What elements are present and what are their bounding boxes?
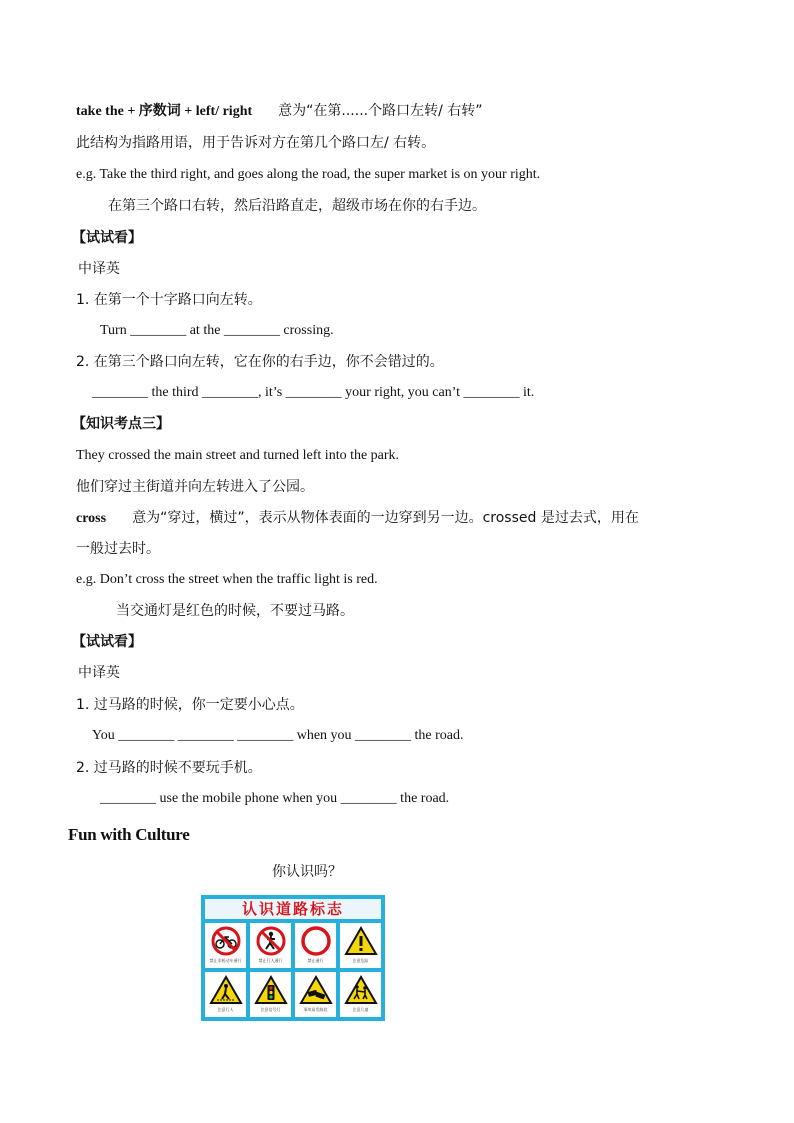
- question-2-en: ________ the third ________, it’s ________ your right, you can’t ________ it.: [92, 385, 535, 400]
- traffic-light-icon: [254, 975, 288, 1005]
- practice-heading: 【试试看】: [72, 634, 142, 650]
- formula-meaning: 意为“在第......个路口左转/ 右转”: [278, 103, 483, 119]
- example-en: e.g. Take the third right, and goes along the road, the super market is on your right.: [76, 167, 541, 182]
- sign-cell: [250, 972, 291, 1017]
- sign-label: 注意行人: [217, 1007, 234, 1012]
- knowledge-example-en: e.g. Don’t cross the street when the traffic light is red.: [76, 572, 378, 587]
- sign-cell: [340, 923, 381, 968]
- sign-cell: [340, 972, 381, 1017]
- question-2-cn: 2. 在第三个路口向左转，它在你的右手边，你不会错过的。: [76, 354, 444, 370]
- sign-cell: [295, 923, 336, 968]
- word-line: [76, 508, 639, 529]
- formula-line: [76, 101, 483, 122]
- culture-question: 你认识吗？: [272, 864, 342, 880]
- accident-prone-icon: [299, 975, 333, 1005]
- sign-label: 注意信号灯: [260, 1007, 281, 1012]
- no-entry-icon: [299, 926, 333, 956]
- no-bicycle-icon: [209, 926, 243, 956]
- example-cn: 在第三个路口右转，然后沿路直走，超级市场在你的右手边。: [108, 198, 486, 214]
- question-2-en: ________ use the mobile phone when you ________ the road.: [100, 791, 450, 806]
- sign-cell: [295, 972, 336, 1017]
- sign-label: 事故易发路段: [303, 1007, 328, 1012]
- sign-cell: [205, 972, 246, 1017]
- keyword-meaning-cont: 一般过去时。: [76, 541, 160, 557]
- no-pedestrian-icon: [254, 926, 288, 956]
- sign-label: 禁止非机动车通行: [209, 958, 242, 963]
- culture-title: Fun with Culture: [68, 825, 190, 844]
- sign-cell: [205, 923, 246, 968]
- formula: take the + 序数词 + left/ right: [76, 104, 253, 119]
- sign-label: 注意儿童: [352, 1007, 369, 1012]
- keyword-meaning: 意为“穿过，横过”，表示从物体表面的一边穿到另一边。crossed 是过去式，用在: [132, 510, 639, 526]
- sign-cell: [250, 923, 291, 968]
- formula-explanation: 此结构为指路用语，用于告诉对方在第几个路口左/ 右转。: [76, 135, 436, 151]
- sign-label: 注意危险: [352, 958, 369, 963]
- sign-label: 禁止行人通行: [258, 958, 283, 963]
- signs-grid: [205, 923, 381, 1017]
- knowledge-heading: 【知识考点三】: [72, 416, 170, 432]
- board-title: 认识道路标志: [205, 899, 381, 919]
- question-1-cn: 1. 过马路的时候，你一定要小心点。: [76, 697, 304, 713]
- sign-label: 禁止通行: [307, 958, 324, 963]
- road-signs-board: [201, 895, 385, 1021]
- question-1-en: Turn ________ at the ________ crossing.: [100, 323, 334, 338]
- warning-icon: [344, 926, 378, 956]
- practice-heading: 【试试看】: [72, 230, 142, 246]
- knowledge-sentence-en: They crossed the main street and turned left into the park.: [76, 448, 400, 463]
- practice-instruction: 中译英: [78, 261, 120, 277]
- pedestrian-crossing-icon: [209, 975, 243, 1005]
- question-2-cn: 2. 过马路的时候不要玩手机。: [76, 760, 262, 776]
- question-1-en: You ________ ________ ________ when you ________ the road.: [92, 728, 464, 743]
- knowledge-example-cn: 当交通灯是红色的时候，不要过马路。: [116, 603, 354, 619]
- knowledge-sentence-cn: 他们穿过主街道并向左转进入了公园。: [76, 479, 314, 495]
- practice-instruction: 中译英: [78, 665, 120, 681]
- children-icon: [344, 975, 378, 1005]
- question-1-cn: 1. 在第一个十字路口向左转。: [76, 292, 262, 308]
- keyword: cross: [76, 511, 107, 526]
